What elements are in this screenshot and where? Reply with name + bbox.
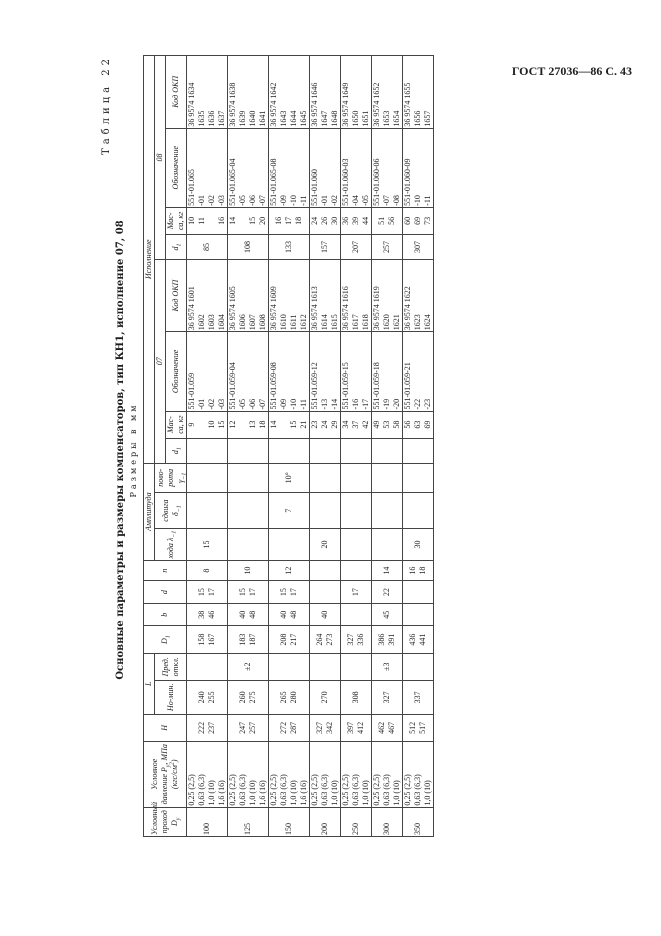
table-number-label: Таблица 22 bbox=[101, 55, 112, 155]
H-cell: 462 467 bbox=[372, 714, 403, 741]
dy-cell: 100 bbox=[187, 807, 228, 836]
exec07-designation-cell: 551-01.059-18 -19 -20 bbox=[372, 332, 403, 411]
exec07-designation-cell: 551-01.059-08 -09 -10 -11 bbox=[269, 332, 310, 411]
exec08-d1-cell: 133 bbox=[269, 234, 310, 259]
D1-cell: 386 391 bbox=[372, 626, 403, 653]
L-deviation-cell bbox=[187, 653, 228, 680]
parameters-table bbox=[143, 55, 434, 837]
L-nominal-cell: 270 bbox=[310, 680, 341, 714]
d-cell: 17 bbox=[341, 581, 372, 604]
header-07-mass: Мас-са, кг bbox=[166, 411, 187, 438]
n-cell bbox=[310, 560, 341, 580]
exec08-okp-cell: 36 9574 1634 1635 1636 1637 bbox=[187, 56, 228, 129]
header-execution: Исполнение bbox=[144, 56, 155, 464]
L-nominal-cell: 327 bbox=[372, 680, 403, 714]
exec08-mass-cell: 14 15 20 bbox=[228, 207, 269, 234]
exec08-okp-cell: 36 9574 1642 1643 1644 1645 bbox=[269, 56, 310, 129]
table-row bbox=[310, 56, 341, 837]
exec07-d1-cell bbox=[228, 438, 269, 463]
D1-cell: 158 167 bbox=[187, 626, 228, 653]
table-title: Основные параметры и размеры компенсаторов, тип КН1, исполнение 07, 08 bbox=[115, 220, 126, 680]
b-cell: 38 46 bbox=[187, 603, 228, 626]
dy-cell: 200 bbox=[310, 807, 341, 836]
rotation-cell bbox=[310, 463, 341, 492]
table-body bbox=[187, 56, 434, 837]
L-deviation-cell bbox=[310, 653, 341, 680]
n-cell: 12 bbox=[269, 560, 310, 580]
shift-cell bbox=[341, 493, 372, 529]
D1-cell: 436 441 bbox=[403, 626, 434, 653]
header-row-1 bbox=[144, 56, 155, 837]
header-pressure: Условное давление $P_у$, МПа $(кгс/см^2)$ bbox=[144, 741, 187, 807]
exec07-d1-cell bbox=[269, 438, 310, 463]
d-cell: 22 bbox=[372, 581, 403, 604]
exec07-mass-cell: 49 53 58 bbox=[372, 411, 403, 438]
D1-cell: 327 336 bbox=[341, 626, 372, 653]
compression-cell: 15 bbox=[187, 529, 228, 561]
header-amp-compression: хода $\lambda_{-1}$ bbox=[155, 529, 187, 561]
table-row bbox=[269, 56, 310, 837]
exec07-mass-cell: 12 13 18 bbox=[228, 411, 269, 438]
header-amp-rotation: пово-рота $\gamma_{-1}$ bbox=[155, 463, 187, 492]
header-08-d1: $d_1$ bbox=[166, 234, 187, 259]
table-row bbox=[403, 56, 434, 837]
b-cell: 40 bbox=[310, 603, 341, 626]
n-cell: 8 bbox=[187, 560, 228, 580]
exec08-okp-cell: 36 9574 1649 1650 1651 bbox=[341, 56, 372, 129]
L-deviation-cell bbox=[403, 653, 434, 680]
exec07-d1-cell bbox=[310, 438, 341, 463]
exec08-designation-cell: 551-01.060 -01 -02 bbox=[310, 128, 341, 207]
header-H: H bbox=[144, 714, 187, 741]
exec07-okp-cell: 36 9574 1619 1620 1621 bbox=[372, 259, 403, 331]
exec07-okp-cell: 36 9574 1616 1617 1618 bbox=[341, 259, 372, 331]
compression-cell: 20 bbox=[310, 529, 341, 561]
exec08-d1-cell: 85 bbox=[187, 234, 228, 259]
exec08-mass-cell: 51 56 bbox=[372, 207, 403, 234]
exec08-okp-cell: 36 9574 1646 1647 1648 bbox=[310, 56, 341, 129]
header-L: L bbox=[144, 653, 155, 714]
rotated-table-page bbox=[101, 55, 611, 845]
exec08-designation-cell: 551-01.060-09 -10 -11 bbox=[403, 128, 434, 207]
exec08-okp-cell: 36 9574 1655 1656 1657 bbox=[403, 56, 434, 129]
shift-cell bbox=[228, 493, 269, 529]
L-nominal-cell: 240 255 bbox=[187, 680, 228, 714]
exec08-mass-cell: 16 17 18 bbox=[269, 207, 310, 234]
L-nominal-cell: 337 bbox=[403, 680, 434, 714]
exec07-designation-cell: 551-01.059-04 -05 -06 -07 bbox=[228, 332, 269, 411]
exec08-designation-cell: 551-01.065-04 -05 -06 -07 bbox=[228, 128, 269, 207]
header-amp-shift: сдвига $\delta_{-1}$ bbox=[155, 493, 187, 529]
header-exec-08: 08 bbox=[155, 56, 166, 260]
H-cell: 247 257 bbox=[228, 714, 269, 741]
header-08-okp: Код ОКП bbox=[166, 56, 187, 129]
rotation-cell bbox=[228, 463, 269, 492]
pressure-cell: 0,25 (2,5) 0,63 (6,3) 1,0 (10) bbox=[372, 741, 403, 807]
table-row bbox=[228, 56, 269, 837]
exec08-d1-cell: 108 bbox=[228, 234, 269, 259]
d-cell bbox=[403, 581, 434, 604]
header-n: n bbox=[144, 560, 187, 580]
exec07-mass-cell: 9 10 15 bbox=[187, 411, 228, 438]
pressure-cell: 0,25 (2,5) 0,63 (6,3) 1,0 (10) bbox=[310, 741, 341, 807]
exec07-d1-cell bbox=[403, 438, 434, 463]
rotation-cell bbox=[341, 463, 372, 492]
b-cell: 40 48 bbox=[228, 603, 269, 626]
header-07-designation: Обозначение bbox=[166, 332, 187, 411]
L-deviation-cell: ±3 bbox=[372, 653, 403, 680]
compression-cell bbox=[341, 529, 372, 561]
table-units-note: Размеры в мм bbox=[129, 402, 138, 498]
compression-cell: 30 bbox=[403, 529, 434, 561]
exec08-d1-cell: 257 bbox=[372, 234, 403, 259]
exec07-okp-cell: 36 9574 1605 1606 1607 1608 bbox=[228, 259, 269, 331]
exec07-okp-cell: 36 9574 1601 1602 1603 1604 bbox=[187, 259, 228, 331]
dy-cell: 250 bbox=[341, 807, 372, 836]
L-nominal-cell: 308 bbox=[341, 680, 372, 714]
d-cell: 15 17 bbox=[269, 581, 310, 604]
D1-cell: 183 187 bbox=[228, 626, 269, 653]
exec08-designation-cell: 551-01.060-03 -04 -05 bbox=[341, 128, 372, 207]
table-row bbox=[372, 56, 403, 837]
shift-cell: 7 bbox=[269, 493, 310, 529]
header-amplitude: Амплитуда bbox=[144, 463, 155, 560]
exec07-mass-cell: 34 37 42 bbox=[341, 411, 372, 438]
exec07-mass-cell: 14 15 21 bbox=[269, 411, 310, 438]
exec07-mass-cell: 23 24 29 bbox=[310, 411, 341, 438]
n-cell: 14 bbox=[372, 560, 403, 580]
D1-cell: 208 217 bbox=[269, 626, 310, 653]
exec08-okp-cell: 36 9574 1652 1653 1654 bbox=[372, 56, 403, 129]
dy-cell: 300 bbox=[372, 807, 403, 836]
dy-cell: 150 bbox=[269, 807, 310, 836]
exec08-designation-cell: 551-01.065 -01 -02 -03 bbox=[187, 128, 228, 207]
page-header: ГОСТ 27036—86 С. 43 bbox=[511, 64, 632, 78]
shift-cell bbox=[372, 493, 403, 529]
b-cell bbox=[403, 603, 434, 626]
n-cell: 16 18 bbox=[403, 560, 434, 580]
L-deviation-cell: ±2 bbox=[228, 653, 269, 680]
header-dy: Условный проход $D_у$ bbox=[144, 807, 187, 836]
d-cell: 15 17 bbox=[187, 581, 228, 604]
D1-cell: 264 273 bbox=[310, 626, 341, 653]
H-cell: 327 342 bbox=[310, 714, 341, 741]
H-cell: 222 237 bbox=[187, 714, 228, 741]
pressure-cell: 0,25 (2,5) 0,63 (6,3) 1,0 (10) bbox=[403, 741, 434, 807]
exec07-designation-cell: 551-01.059-15 -16 -17 bbox=[341, 332, 372, 411]
exec08-designation-cell: 551-01.065-08 -09 -10 -11 bbox=[269, 128, 310, 207]
b-cell: 45 bbox=[372, 603, 403, 626]
pressure-cell: 0,25 (2,5) 0,63 (6,3) 1,0 (10) 1,6 (16) bbox=[187, 741, 228, 807]
table-row bbox=[341, 56, 372, 837]
shift-cell bbox=[187, 493, 228, 529]
exec08-mass-cell: 10 11 16 bbox=[187, 207, 228, 234]
H-cell: 512 517 bbox=[403, 714, 434, 741]
n-cell: 10 bbox=[228, 560, 269, 580]
pressure-cell: 0,25 (2,5) 0,63 (6,3) 1,0 (10) bbox=[341, 741, 372, 807]
exec08-okp-cell: 36 9574 1638 1639 1640 1641 bbox=[228, 56, 269, 129]
exec07-okp-cell: 36 9574 1609 1610 1611 1612 bbox=[269, 259, 310, 331]
n-cell bbox=[341, 560, 372, 580]
b-cell bbox=[341, 603, 372, 626]
exec07-d1-cell bbox=[187, 438, 228, 463]
table-row bbox=[187, 56, 228, 837]
L-deviation-cell bbox=[269, 653, 310, 680]
header-d: d bbox=[144, 581, 187, 604]
exec07-designation-cell: 551-01.059-12 -13 -14 bbox=[310, 332, 341, 411]
shift-cell bbox=[403, 493, 434, 529]
d-cell bbox=[310, 581, 341, 604]
d-cell: 15 17 bbox=[228, 581, 269, 604]
L-nominal-cell: 260 275 bbox=[228, 680, 269, 714]
header-exec-07: 07 bbox=[155, 259, 166, 463]
header-08-mass: Мас-са, кг bbox=[166, 207, 187, 234]
exec08-d1-cell: 207 bbox=[341, 234, 372, 259]
rotation-cell: 10° bbox=[269, 463, 310, 492]
rotation-cell bbox=[187, 463, 228, 492]
header-L-nominal: Но-мин. bbox=[155, 680, 187, 714]
L-nominal-cell: 265 280 bbox=[269, 680, 310, 714]
exec07-okp-cell: 36 9574 1613 1614 1615 bbox=[310, 259, 341, 331]
shift-cell bbox=[310, 493, 341, 529]
exec08-mass-cell: 60 69 73 bbox=[403, 207, 434, 234]
exec08-d1-cell: 157 bbox=[310, 234, 341, 259]
header-07-d1: $d_1$ bbox=[166, 438, 187, 463]
dy-cell: 125 bbox=[228, 807, 269, 836]
rotation-cell bbox=[372, 463, 403, 492]
H-cell: 397 412 bbox=[341, 714, 372, 741]
pressure-cell: 0,25 (2,5) 0,63 (6,3) 1,0 (10) 1,6 (16) bbox=[269, 741, 310, 807]
H-cell: 272 287 bbox=[269, 714, 310, 741]
exec08-d1-cell: 307 bbox=[403, 234, 434, 259]
exec07-designation-cell: 551-01.059 -01 -02 -03 bbox=[187, 332, 228, 411]
header-D1: $D_1$ bbox=[144, 626, 187, 653]
exec07-mass-cell: 56 63 69 bbox=[403, 411, 434, 438]
compression-cell bbox=[228, 529, 269, 561]
header-L-deviation: Пред. откл. bbox=[155, 653, 187, 680]
exec08-mass-cell: 24 26 30 bbox=[310, 207, 341, 234]
compression-cell bbox=[269, 529, 310, 561]
pressure-cell: 0,25 (2,5) 0,63 (6,3) 1,0 (10) 1,6 (16) bbox=[228, 741, 269, 807]
b-cell: 40 48 bbox=[269, 603, 310, 626]
header-07-okp: Код ОКП bbox=[166, 259, 187, 331]
dy-cell: 350 bbox=[403, 807, 434, 836]
exec07-d1-cell bbox=[341, 438, 372, 463]
exec07-okp-cell: 36 9574 1622 1623 1624 bbox=[403, 259, 434, 331]
rotation-cell bbox=[403, 463, 434, 492]
L-deviation-cell bbox=[341, 653, 372, 680]
header-08-designation: Обозначение bbox=[166, 128, 187, 207]
exec07-designation-cell: 551-01.059-21 -22 -23 bbox=[403, 332, 434, 411]
exec07-d1-cell bbox=[372, 438, 403, 463]
header-b: b bbox=[144, 603, 187, 626]
exec08-designation-cell: 551-01.060-06 -07 -08 bbox=[372, 128, 403, 207]
compression-cell bbox=[372, 529, 403, 561]
exec08-mass-cell: 36 39 44 bbox=[341, 207, 372, 234]
